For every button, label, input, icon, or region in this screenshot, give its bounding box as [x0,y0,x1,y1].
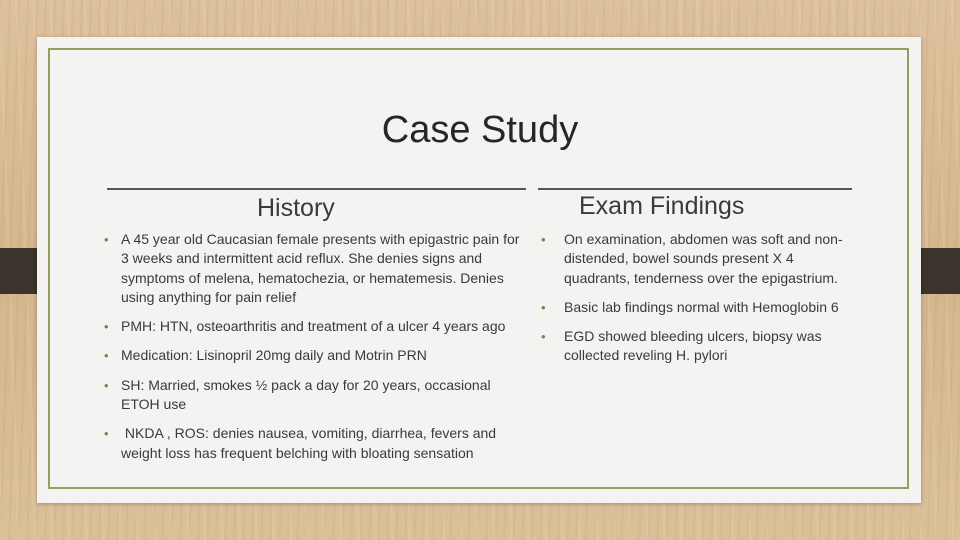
exam-findings-list [541,230,853,366]
history-item-text: A 45 year old Caucasian female presents with epigastric pain for 3 weeks and intermittent acid reflux. She denies signs and symptoms of melena, hematochezia, or hematemesis. Denies using anything for pain relief [121,231,520,305]
history-item-text: SH: Married, smokes ½ pack a day for 20 years, occasional ETOH use [121,376,491,413]
history-list [104,230,524,463]
bullet-icon: • [104,377,109,393]
exam-item [541,298,853,317]
exam-item-text: Basic lab findings normal with Hemoglobin 6 [564,298,839,315]
history-item [104,230,524,307]
history-item [104,424,524,463]
history-item-text: Medication: Lisinopril 20mg daily and Motrin PRN [121,347,427,364]
history-heading-rule [107,188,526,190]
bullet-icon: • [104,426,109,442]
exam-item-text: EGD showed bleeding ulcers, biopsy was collected reveling H. pylori [564,328,822,364]
history-item [104,346,524,365]
history-item-text: NKDA , ROS: denies nausea, vomiting, diarrhea, fevers and weight loss has frequent belching with bloating sensation [121,425,500,461]
history-item [104,317,524,336]
bullet-icon: • [104,232,109,247]
exam-item [541,230,853,288]
bullet-icon: • [541,232,546,247]
exam-heading-rule [538,188,852,190]
exam-item-text: On examination, abdomen was soft and non-distended, bowel sounds present X 4 quadrants, tenderness over the epigastrium. [564,231,843,286]
bullet-icon: • [541,329,546,345]
left-edge-tab [0,248,40,294]
bullet-icon: • [104,319,109,335]
slide-title: Case Study [381,109,579,151]
history-item [104,376,524,415]
bullet-icon: • [541,299,546,315]
exam-findings-heading: Exam Findings [579,192,745,220]
bullet-icon: • [104,348,109,364]
exam-item [541,327,853,366]
history-heading: History [257,194,335,222]
history-item-text: PMH: HTN, osteoarthritis and treatment of a ulcer 4 years ago [121,318,506,335]
